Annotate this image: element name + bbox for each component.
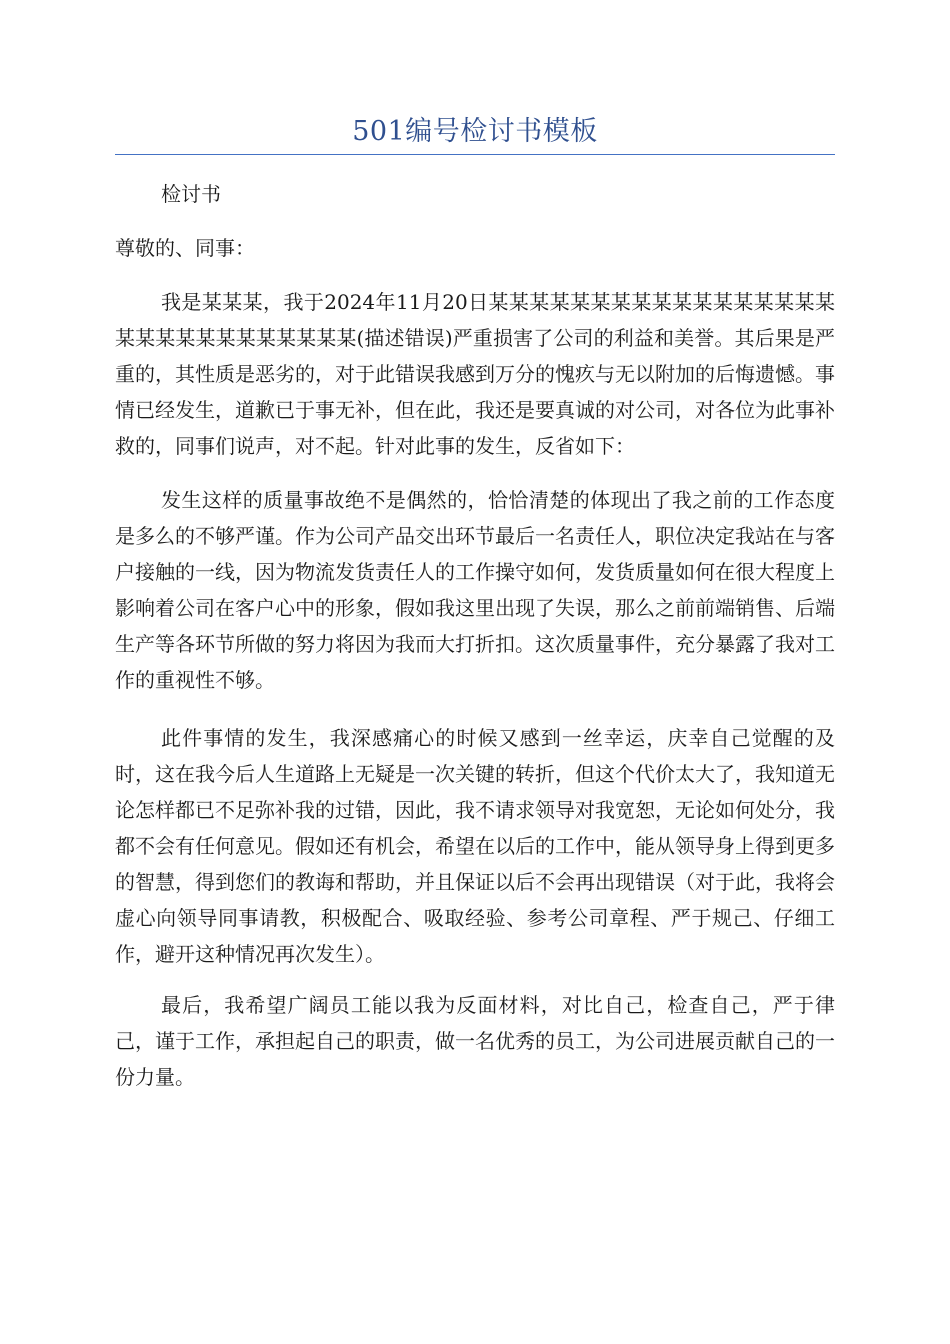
document-body [115, 176, 835, 1095]
paragraph-2: 发生这样的质量事故绝不是偶然的，恰恰清楚的体现出了我之前的工作态度是多么的不够严谨。作为公司产品交出环节最后一名责任人，职位决定我站在与客户接触的一线，因为物流发货责任人的工作操守如何，发货质量如何在很大程度上影响着公司在客户心中的形象，假如我这里出现了失误，那么之前前端销售、后端生产等各环节所做的努力将因为我而大打折扣。这次质量事件，充分暴露了我对工作的重视性不够。 [115, 488, 835, 692]
title-underline [115, 154, 835, 155]
paragraph-1: 我是某某某，我于2024年11月20日某某某某某某某某某某某某某某某某某某某某某某某某某某某某某(描述错误)严重损害了公司的利益和美誉。其后果是严重的，其性质是恶劣的，对于此错误我感到万分的愧疚与无以附加的后悔遗憾。事情已经发生，道歉已于事无补，但在此，我还是要真诚的对公司，对各位为此事补救的，同事们说声，对不起。针对此事的发生，反省如下： [115, 290, 835, 458]
letter-heading: 检讨书 [161, 182, 221, 206]
paragraph-3: 此件事情的发生，我深感痛心的时候又感到一丝幸运，庆幸自己觉醒的及时，这在我今后人生道路上无疑是一次关键的转折，但这个代价太大了，我知道无论怎样都已不足弥补我的过错，因此，我不请求领导对我宽恕，无论如何处分，我都不会有任何意见。假如还有机会，希望在以后的工作中，能从领导身上得到更多的智慧，得到您们的教诲和帮助，并且保证以后不会再出现错误（对于此，我将会虚心向领导同事请教，积极配合、吸取经验、参考公司章程、严于规己、仔细工作，避开这种情况再次发生）。 [115, 726, 835, 966]
letter-salutation: 尊敬的、同事： [115, 236, 255, 260]
document-title: 501编号检讨书模板 [352, 116, 598, 147]
paragraph-4: 最后，我希望广阔员工能以我为反面材料，对比自己，检查自己，严于律己，谨于工作，承担起自己的职责，做一名优秀的员工，为公司进展贡献自己的一份力量。 [115, 993, 835, 1089]
